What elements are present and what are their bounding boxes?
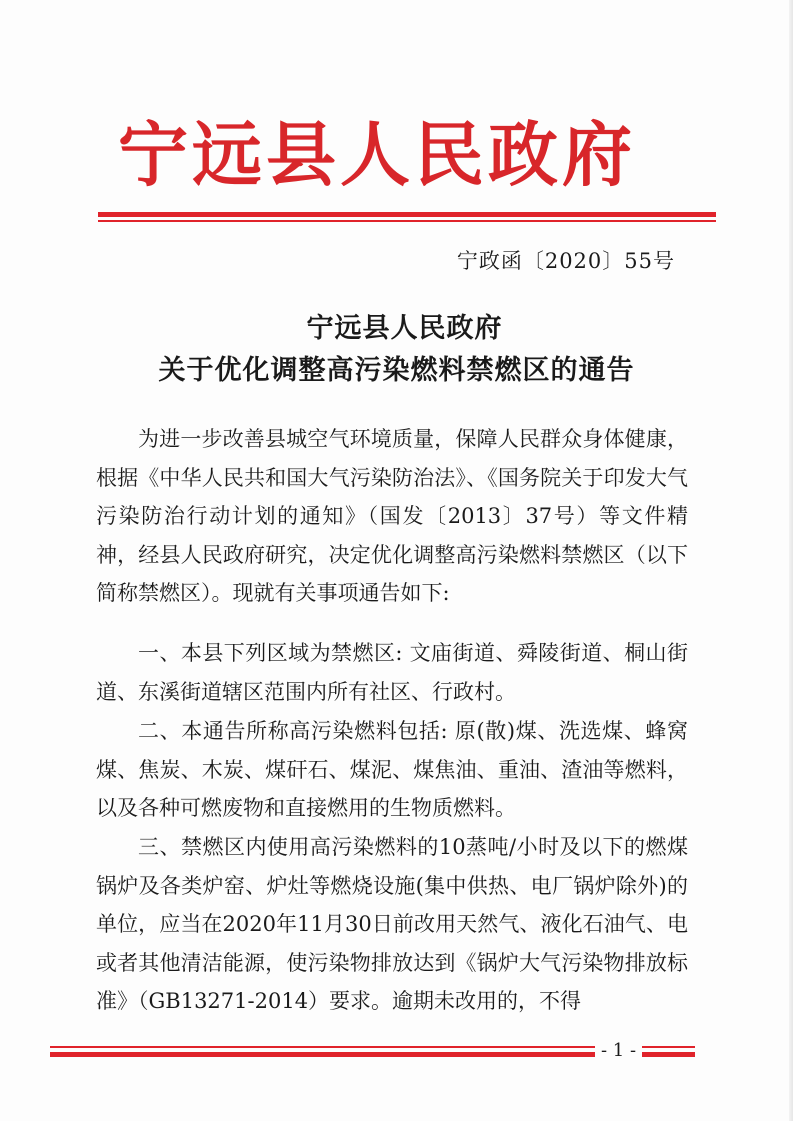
page-number: - 1 - [595,1040,642,1061]
letterhead-issuer: 宁远县人民政府 [118,113,636,196]
body-paragraph: 为进一步改善县城空气环境质量，保障人民群众身体健康，根据《中华人民共和国大气污染防治法》、《国务院关于印发大气污染防治行动计划的通知》（国发〔2013〕37号）等文件精神，经县人民政府研究，决定优化调整高污染燃料禁燃区（以下简称禁燃区）。现就有关事项通告如下: [96,427,688,605]
notice-title-line2: 关于优化调整高污染燃料禁燃区的通告 [158,355,635,386]
scan-edge-shadow [789,0,793,1121]
letterhead-rule-thick [98,212,716,217]
body-paragraph: 三、禁燃区内使用高污染燃料的10蒸吨/小时及以下的燃煤锅炉及各类炉窑、炉灶等燃烧设施(集中供热、电厂锅炉除外)的单位，应当在2020年11月30日前改用天然气、液化石油气、电或者其他清洁能源，使污染物排放达到《锅炉大气污染物排放标准》（GB13271-2014）要求。逾期未改用的，不得 [96,835,688,1013]
notice-title-line1: 宁远县人民政府 [306,313,503,344]
body-paragraph: 二、本通告所称高污染燃料包括: 原(散)煤、洗选煤、蜂窝煤、焦炭、木炭、煤矸石、煤泥、煤焦油、重油、渣油等燃料，以及各种可燃废物和直接燃用的生物质燃料。 [96,719,688,820]
body-paragraph: 一、本县下列区域为禁燃区: 文庙街道、舜陵街道、桐山街道、东溪街道辖区范围内所有社区、行政村。 [96,641,688,704]
document-number: 宁政函〔2020〕55号 [456,249,675,273]
letterhead-rule-thin [98,220,716,222]
